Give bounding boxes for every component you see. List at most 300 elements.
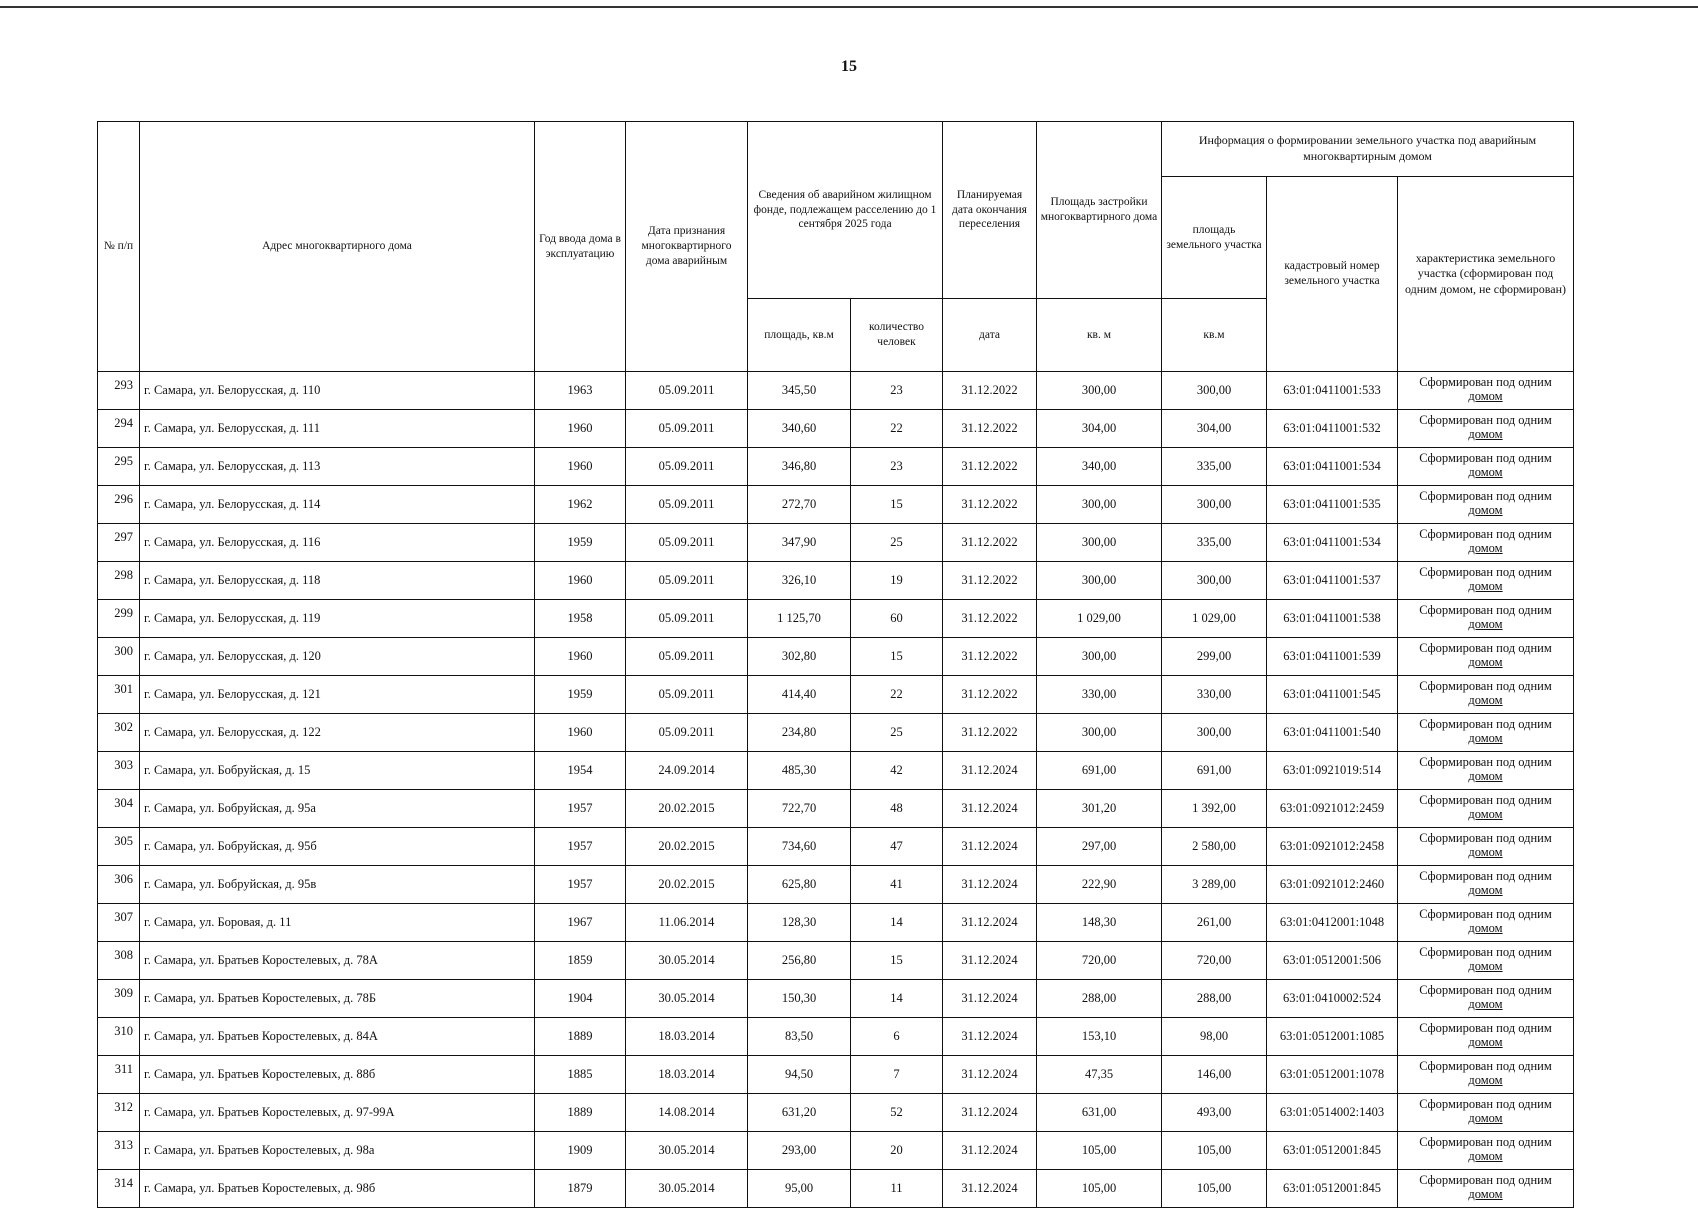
row-area: 414,40 xyxy=(748,676,851,714)
table-row xyxy=(98,600,1574,638)
header-people-count: количество человек xyxy=(851,299,943,372)
row-number: 300 xyxy=(98,638,140,676)
row-land-status-line2: домом xyxy=(1468,389,1503,404)
row-people: 25 xyxy=(851,524,943,562)
row-address: г. Самара, ул. Белорусская, д. 118 xyxy=(140,562,535,600)
row-date-recognized: 05.09.2011 xyxy=(626,448,748,486)
row-cadastral: 63:01:0512001:845 xyxy=(1267,1132,1398,1170)
row-land-area: 1 029,00 xyxy=(1162,600,1267,638)
row-address: г. Самара, ул. Бобруйская, д. 95а xyxy=(140,790,535,828)
row-building-area: 340,00 xyxy=(1037,448,1162,486)
row-address: г. Самара, ул. Белорусская, д. 113 xyxy=(140,448,535,486)
row-year: 1909 xyxy=(535,1132,626,1170)
row-number: 302 xyxy=(98,714,140,752)
row-area: 256,80 xyxy=(748,942,851,980)
row-area: 94,50 xyxy=(748,1056,851,1094)
table-row xyxy=(98,980,1574,1018)
table-row xyxy=(98,676,1574,714)
table-row xyxy=(98,942,1574,980)
row-land-area: 146,00 xyxy=(1162,1056,1267,1094)
row-land-area: 493,00 xyxy=(1162,1094,1267,1132)
row-address: г. Самара, ул. Белорусская, д. 122 xyxy=(140,714,535,752)
row-land-status-line2: домом xyxy=(1468,845,1503,860)
row-land-status-line1: Сформирован под одним xyxy=(1419,945,1552,959)
table-row xyxy=(98,714,1574,752)
row-number: 305 xyxy=(98,828,140,866)
row-number: 312 xyxy=(98,1094,140,1132)
row-people: 60 xyxy=(851,600,943,638)
row-number: 303 xyxy=(98,752,140,790)
row-cadastral: 63:01:0921012:2458 xyxy=(1267,828,1398,866)
row-cadastral: 63:01:0411001:540 xyxy=(1267,714,1398,752)
row-area: 625,80 xyxy=(748,866,851,904)
row-planned-date: 31.12.2024 xyxy=(943,752,1037,790)
row-land-status-line2: домом xyxy=(1468,769,1503,784)
row-address: г. Самара, ул. Братьев Коростелевых, д. 97-99А xyxy=(140,1094,535,1132)
row-land-status-line2: домом xyxy=(1468,1149,1503,1164)
row-land-status-line2: домом xyxy=(1468,1035,1503,1050)
page-number: 15 xyxy=(841,58,857,75)
row-land-status-line2: домом xyxy=(1468,541,1503,556)
row-land-status-line1: Сформирован под одним xyxy=(1419,1021,1552,1035)
row-date-recognized: 05.09.2011 xyxy=(626,410,748,448)
row-land-area: 335,00 xyxy=(1162,524,1267,562)
header-planned-date: Планируемая дата окончания переселения xyxy=(943,122,1037,299)
header-land-area: площадь земельного участка xyxy=(1162,177,1267,299)
row-number: 307 xyxy=(98,904,140,942)
row-number: 311 xyxy=(98,1056,140,1094)
row-land-area: 288,00 xyxy=(1162,980,1267,1018)
row-cadastral: 63:01:0410002:524 xyxy=(1267,980,1398,1018)
row-planned-date: 31.12.2024 xyxy=(943,942,1037,980)
row-building-area: 691,00 xyxy=(1037,752,1162,790)
row-area: 346,80 xyxy=(748,448,851,486)
row-planned-date: 31.12.2024 xyxy=(943,1132,1037,1170)
row-year: 1959 xyxy=(535,676,626,714)
row-people: 23 xyxy=(851,448,943,486)
row-cadastral: 63:01:0921012:2460 xyxy=(1267,866,1398,904)
row-land-status-line1: Сформирован под одним xyxy=(1419,527,1552,541)
row-land-status-line1: Сформирован под одним xyxy=(1419,451,1552,465)
row-planned-date: 31.12.2022 xyxy=(943,410,1037,448)
row-year: 1960 xyxy=(535,448,626,486)
row-land-status-line1: Сформирован под одним xyxy=(1419,717,1552,731)
row-planned-date: 31.12.2022 xyxy=(943,600,1037,638)
row-people: 15 xyxy=(851,486,943,524)
table-row xyxy=(98,372,1574,410)
row-area: 1 125,70 xyxy=(748,600,851,638)
row-land-status-line2: домом xyxy=(1468,921,1503,936)
row-cadastral: 63:01:0411001:535 xyxy=(1267,486,1398,524)
row-planned-date: 31.12.2024 xyxy=(943,1094,1037,1132)
row-people: 14 xyxy=(851,904,943,942)
row-planned-date: 31.12.2024 xyxy=(943,1018,1037,1056)
row-building-area: 105,00 xyxy=(1037,1132,1162,1170)
row-planned-date: 31.12.2022 xyxy=(943,486,1037,524)
row-date-recognized: 05.09.2011 xyxy=(626,524,748,562)
row-land-status-line1: Сформирован под одним xyxy=(1419,1173,1552,1187)
row-land-area: 105,00 xyxy=(1162,1132,1267,1170)
row-land-area: 300,00 xyxy=(1162,486,1267,524)
table-row xyxy=(98,866,1574,904)
row-land-status-line2: домом xyxy=(1468,1187,1503,1202)
row-land-status xyxy=(1398,410,1574,448)
row-building-area: 330,00 xyxy=(1037,676,1162,714)
row-address: г. Самара, ул. Братьев Коростелевых, д. 98а xyxy=(140,1132,535,1170)
row-building-area: 153,10 xyxy=(1037,1018,1162,1056)
row-area: 272,70 xyxy=(748,486,851,524)
row-date-recognized: 05.09.2011 xyxy=(626,676,748,714)
row-area: 95,00 xyxy=(748,1170,851,1208)
row-year: 1960 xyxy=(535,638,626,676)
row-year: 1889 xyxy=(535,1094,626,1132)
header-address: Адрес многоквартирного дома xyxy=(140,122,535,372)
row-building-area: 297,00 xyxy=(1037,828,1162,866)
row-address: г. Самара, ул. Белорусская, д. 121 xyxy=(140,676,535,714)
row-cadastral: 63:01:0512001:845 xyxy=(1267,1170,1398,1208)
header-land-info: Информация о формировании земельного участка под аварийным многоквартирным домом xyxy=(1162,122,1574,177)
row-land-status xyxy=(1398,448,1574,486)
table-row xyxy=(98,448,1574,486)
row-number: 306 xyxy=(98,866,140,904)
row-area: 734,60 xyxy=(748,828,851,866)
row-land-area: 300,00 xyxy=(1162,562,1267,600)
row-planned-date: 31.12.2024 xyxy=(943,790,1037,828)
row-people: 22 xyxy=(851,676,943,714)
row-land-status xyxy=(1398,714,1574,752)
table-body xyxy=(98,372,1574,1208)
header-emergency-info: Сведения об аварийном жилищном фонде, подлежащем расселению до 1 сентября 2025 года xyxy=(748,122,943,299)
header-building-area: Площадь застройки многоквартирного дома xyxy=(1037,122,1162,299)
row-building-area: 288,00 xyxy=(1037,980,1162,1018)
row-land-area: 300,00 xyxy=(1162,372,1267,410)
row-cadastral: 63:01:0512001:1085 xyxy=(1267,1018,1398,1056)
row-year: 1960 xyxy=(535,714,626,752)
row-land-status xyxy=(1398,1018,1574,1056)
row-year: 1963 xyxy=(535,372,626,410)
row-area: 83,50 xyxy=(748,1018,851,1056)
top-rule xyxy=(0,6,1698,8)
row-date-recognized: 05.09.2011 xyxy=(626,714,748,752)
row-people: 14 xyxy=(851,980,943,1018)
row-land-status-line1: Сформирован под одним xyxy=(1419,869,1552,883)
row-planned-date: 31.12.2022 xyxy=(943,524,1037,562)
row-people: 47 xyxy=(851,828,943,866)
header-planned-date-sub: дата xyxy=(943,299,1037,372)
table-row xyxy=(98,752,1574,790)
row-address: г. Самара, ул. Бобруйская, д. 15 xyxy=(140,752,535,790)
row-planned-date: 31.12.2024 xyxy=(943,828,1037,866)
row-number: 310 xyxy=(98,1018,140,1056)
row-address: г. Самара, ул. Бобруйская, д. 95б xyxy=(140,828,535,866)
row-people: 6 xyxy=(851,1018,943,1056)
row-date-recognized: 20.02.2015 xyxy=(626,866,748,904)
table-row xyxy=(98,904,1574,942)
row-land-area: 720,00 xyxy=(1162,942,1267,980)
row-land-status xyxy=(1398,1132,1574,1170)
row-address: г. Самара, ул. Братьев Коростелевых, д. 88б xyxy=(140,1056,535,1094)
row-land-area: 98,00 xyxy=(1162,1018,1267,1056)
row-land-status-line1: Сформирован под одним xyxy=(1419,831,1552,845)
row-planned-date: 31.12.2024 xyxy=(943,866,1037,904)
row-land-area: 304,00 xyxy=(1162,410,1267,448)
row-land-status-line1: Сформирован под одним xyxy=(1419,641,1552,655)
row-land-status-line2: домом xyxy=(1468,617,1503,632)
header-cadastral: кадастровый номер земельного участка xyxy=(1267,177,1398,372)
row-area: 326,10 xyxy=(748,562,851,600)
row-cadastral: 63:01:0411001:539 xyxy=(1267,638,1398,676)
row-year: 1960 xyxy=(535,562,626,600)
row-land-status-line2: домом xyxy=(1468,731,1503,746)
row-cadastral: 63:01:0411001:533 xyxy=(1267,372,1398,410)
row-land-area: 105,00 xyxy=(1162,1170,1267,1208)
row-area: 340,60 xyxy=(748,410,851,448)
row-area: 347,90 xyxy=(748,524,851,562)
row-number: 294 xyxy=(98,410,140,448)
row-land-area: 3 289,00 xyxy=(1162,866,1267,904)
row-land-area: 335,00 xyxy=(1162,448,1267,486)
row-year: 1957 xyxy=(535,828,626,866)
row-area: 631,20 xyxy=(748,1094,851,1132)
row-area: 722,70 xyxy=(748,790,851,828)
row-land-status-line2: домом xyxy=(1468,655,1503,670)
row-address: г. Самара, ул. Братьев Коростелевых, д. 84А xyxy=(140,1018,535,1056)
header-land-characteristic: характеристика земельного участка (сформирован под одним домом, не сформирован) xyxy=(1398,177,1574,372)
row-cadastral: 63:01:0411001:534 xyxy=(1267,524,1398,562)
row-people: 20 xyxy=(851,1132,943,1170)
emergency-housing-table xyxy=(97,121,1574,1208)
row-number: 313 xyxy=(98,1132,140,1170)
table-row xyxy=(98,1056,1574,1094)
row-people: 41 xyxy=(851,866,943,904)
row-cadastral: 63:01:0412001:1048 xyxy=(1267,904,1398,942)
row-address: г. Самара, ул. Белорусская, д. 110 xyxy=(140,372,535,410)
row-land-area: 691,00 xyxy=(1162,752,1267,790)
row-area: 234,80 xyxy=(748,714,851,752)
row-date-recognized: 30.05.2014 xyxy=(626,942,748,980)
row-date-recognized: 30.05.2014 xyxy=(626,1132,748,1170)
row-land-status xyxy=(1398,752,1574,790)
row-land-status-line2: домом xyxy=(1468,997,1503,1012)
row-number: 296 xyxy=(98,486,140,524)
row-date-recognized: 05.09.2011 xyxy=(626,372,748,410)
header-area-sqm: площадь, кв.м xyxy=(748,299,851,372)
table-row xyxy=(98,524,1574,562)
header-date-recognized: Дата признания многоквартирного дома аварийным xyxy=(626,122,748,372)
row-land-status xyxy=(1398,562,1574,600)
row-date-recognized: 11.06.2014 xyxy=(626,904,748,942)
row-year: 1879 xyxy=(535,1170,626,1208)
row-number: 304 xyxy=(98,790,140,828)
table-row xyxy=(98,1018,1574,1056)
row-people: 15 xyxy=(851,942,943,980)
row-planned-date: 31.12.2022 xyxy=(943,562,1037,600)
row-cadastral: 63:01:0411001:532 xyxy=(1267,410,1398,448)
row-land-status-line2: домом xyxy=(1468,579,1503,594)
row-number: 309 xyxy=(98,980,140,1018)
row-address: г. Самара, ул. Белорусская, д. 111 xyxy=(140,410,535,448)
row-land-status xyxy=(1398,790,1574,828)
row-cadastral: 63:01:0411001:545 xyxy=(1267,676,1398,714)
row-land-status-line1: Сформирован под одним xyxy=(1419,375,1552,389)
row-number: 293 xyxy=(98,372,140,410)
row-people: 52 xyxy=(851,1094,943,1132)
row-land-area: 300,00 xyxy=(1162,714,1267,752)
row-area: 293,00 xyxy=(748,1132,851,1170)
row-land-status-line1: Сформирован под одним xyxy=(1419,489,1552,503)
row-land-status-line2: домом xyxy=(1468,693,1503,708)
row-number: 299 xyxy=(98,600,140,638)
row-people: 48 xyxy=(851,790,943,828)
row-area: 485,30 xyxy=(748,752,851,790)
row-cadastral: 63:01:0921012:2459 xyxy=(1267,790,1398,828)
row-land-status-line1: Сформирован под одним xyxy=(1419,793,1552,807)
row-building-area: 1 029,00 xyxy=(1037,600,1162,638)
row-building-area: 300,00 xyxy=(1037,524,1162,562)
row-year: 1957 xyxy=(535,790,626,828)
row-land-status-line1: Сформирован под одним xyxy=(1419,413,1552,427)
row-land-status xyxy=(1398,980,1574,1018)
row-number: 314 xyxy=(98,1170,140,1208)
row-address: г. Самара, ул. Белорусская, д. 114 xyxy=(140,486,535,524)
row-land-status xyxy=(1398,1094,1574,1132)
row-planned-date: 31.12.2022 xyxy=(943,714,1037,752)
row-date-recognized: 05.09.2011 xyxy=(626,562,748,600)
row-land-status xyxy=(1398,638,1574,676)
row-date-recognized: 18.03.2014 xyxy=(626,1056,748,1094)
row-land-status-line1: Сформирован под одним xyxy=(1419,907,1552,921)
row-people: 11 xyxy=(851,1170,943,1208)
row-year: 1904 xyxy=(535,980,626,1018)
row-cadastral: 63:01:0411001:537 xyxy=(1267,562,1398,600)
row-year: 1957 xyxy=(535,866,626,904)
row-building-area: 300,00 xyxy=(1037,562,1162,600)
row-land-status-line2: домом xyxy=(1468,959,1503,974)
row-land-area: 299,00 xyxy=(1162,638,1267,676)
row-area: 302,80 xyxy=(748,638,851,676)
row-date-recognized: 05.09.2011 xyxy=(626,600,748,638)
row-year: 1959 xyxy=(535,524,626,562)
row-building-area: 301,20 xyxy=(1037,790,1162,828)
row-address: г. Самара, ул. Братьев Коростелевых, д. 78А xyxy=(140,942,535,980)
row-building-area: 300,00 xyxy=(1037,714,1162,752)
row-people: 23 xyxy=(851,372,943,410)
row-year: 1967 xyxy=(535,904,626,942)
header-year: Год ввода дома в эксплуатацию xyxy=(535,122,626,372)
row-land-status-line1: Сформирован под одним xyxy=(1419,679,1552,693)
row-people: 7 xyxy=(851,1056,943,1094)
row-year: 1885 xyxy=(535,1056,626,1094)
row-planned-date: 31.12.2024 xyxy=(943,1056,1037,1094)
row-building-area: 720,00 xyxy=(1037,942,1162,980)
row-people: 19 xyxy=(851,562,943,600)
table-row xyxy=(98,828,1574,866)
row-planned-date: 31.12.2024 xyxy=(943,980,1037,1018)
row-land-status xyxy=(1398,1170,1574,1208)
row-people: 15 xyxy=(851,638,943,676)
row-number: 297 xyxy=(98,524,140,562)
header-land-area-sub: кв.м xyxy=(1162,299,1267,372)
row-land-area: 2 580,00 xyxy=(1162,828,1267,866)
row-land-status xyxy=(1398,524,1574,562)
row-cadastral: 63:01:0411001:538 xyxy=(1267,600,1398,638)
table-row xyxy=(98,410,1574,448)
row-date-recognized: 20.02.2015 xyxy=(626,790,748,828)
row-building-area: 300,00 xyxy=(1037,486,1162,524)
row-land-status-line1: Сформирован под одним xyxy=(1419,1135,1552,1149)
row-land-area: 330,00 xyxy=(1162,676,1267,714)
table-row xyxy=(98,1170,1574,1208)
row-year: 1962 xyxy=(535,486,626,524)
header-num: № п/п xyxy=(98,122,140,372)
table-row xyxy=(98,638,1574,676)
row-land-status xyxy=(1398,904,1574,942)
row-planned-date: 31.12.2022 xyxy=(943,448,1037,486)
row-land-status-line2: домом xyxy=(1468,1073,1503,1088)
row-number: 295 xyxy=(98,448,140,486)
row-area: 150,30 xyxy=(748,980,851,1018)
row-cadastral: 63:01:0512001:506 xyxy=(1267,942,1398,980)
row-people: 42 xyxy=(851,752,943,790)
row-year: 1960 xyxy=(535,410,626,448)
row-year: 1889 xyxy=(535,1018,626,1056)
row-land-status-line2: домом xyxy=(1468,883,1503,898)
row-date-recognized: 05.09.2011 xyxy=(626,486,748,524)
row-date-recognized: 24.09.2014 xyxy=(626,752,748,790)
row-land-area: 1 392,00 xyxy=(1162,790,1267,828)
row-building-area: 300,00 xyxy=(1037,372,1162,410)
row-building-area: 47,35 xyxy=(1037,1056,1162,1094)
row-land-status-line1: Сформирован под одним xyxy=(1419,983,1552,997)
row-land-status xyxy=(1398,828,1574,866)
row-planned-date: 31.12.2022 xyxy=(943,676,1037,714)
row-address: г. Самара, ул. Белорусская, д. 116 xyxy=(140,524,535,562)
row-land-status-line2: домом xyxy=(1468,807,1503,822)
row-building-area: 304,00 xyxy=(1037,410,1162,448)
row-year: 1954 xyxy=(535,752,626,790)
row-land-status xyxy=(1398,866,1574,904)
row-land-status-line2: домом xyxy=(1468,465,1503,480)
row-people: 22 xyxy=(851,410,943,448)
table-row xyxy=(98,562,1574,600)
row-planned-date: 31.12.2024 xyxy=(943,1170,1037,1208)
row-planned-date: 31.12.2024 xyxy=(943,904,1037,942)
row-building-area: 300,00 xyxy=(1037,638,1162,676)
row-land-status-line2: домом xyxy=(1468,503,1503,518)
row-number: 298 xyxy=(98,562,140,600)
row-address: г. Самара, ул. Белорусская, д. 120 xyxy=(140,638,535,676)
row-cadastral: 63:01:0411001:534 xyxy=(1267,448,1398,486)
row-address: г. Самара, ул. Братьев Коростелевых, д. 98б xyxy=(140,1170,535,1208)
row-building-area: 631,00 xyxy=(1037,1094,1162,1132)
row-date-recognized: 18.03.2014 xyxy=(626,1018,748,1056)
row-date-recognized: 20.02.2015 xyxy=(626,828,748,866)
row-land-status-line1: Сформирован под одним xyxy=(1419,755,1552,769)
header-building-area-sub: кв. м xyxy=(1037,299,1162,372)
row-address: г. Самара, ул. Бобруйская, д. 95в xyxy=(140,866,535,904)
row-land-status-line2: домом xyxy=(1468,427,1503,442)
row-land-status-line1: Сформирован под одним xyxy=(1419,1097,1552,1111)
row-land-status-line1: Сформирован под одним xyxy=(1419,565,1552,579)
row-address: г. Самара, ул. Белорусская, д. 119 xyxy=(140,600,535,638)
row-planned-date: 31.12.2022 xyxy=(943,638,1037,676)
row-cadastral: 63:01:0921019:514 xyxy=(1267,752,1398,790)
row-date-recognized: 05.09.2011 xyxy=(626,638,748,676)
table-row xyxy=(98,486,1574,524)
row-land-status xyxy=(1398,676,1574,714)
table-row xyxy=(98,1094,1574,1132)
row-address: г. Самара, ул. Братьев Коростелевых, д. 78Б xyxy=(140,980,535,1018)
